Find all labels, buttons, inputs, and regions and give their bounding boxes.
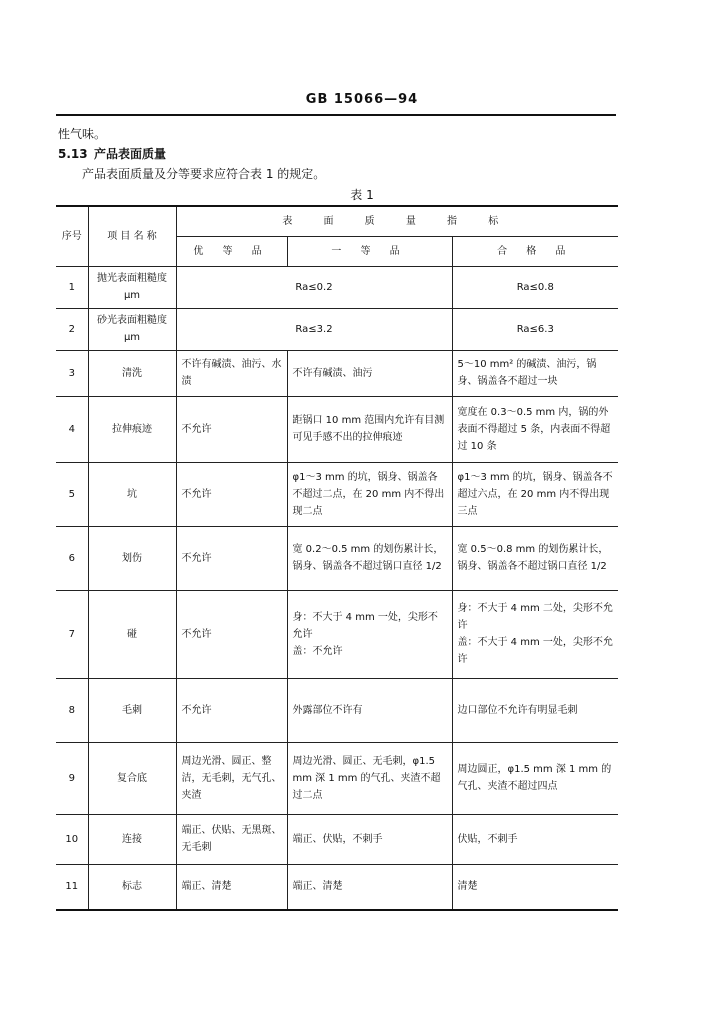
row-number: 6 bbox=[56, 526, 88, 590]
row-item bbox=[88, 266, 176, 308]
row-item-unit: μm bbox=[123, 332, 141, 343]
row-item: 坑 bbox=[88, 462, 176, 526]
table-row bbox=[56, 462, 618, 526]
row-grade-3 bbox=[452, 590, 618, 678]
table-row bbox=[56, 742, 618, 814]
header-rule bbox=[56, 114, 616, 116]
row-grade-3: 5～10 mm² 的碱渍、油污，锅身、锅盖各不超过一块 bbox=[452, 350, 618, 396]
standard-number-header: GB 15066—94 bbox=[305, 92, 419, 107]
table-row bbox=[56, 350, 618, 396]
row-grade-1: 不允许 bbox=[176, 678, 287, 742]
continuation-text: 性气味。 bbox=[58, 127, 107, 141]
row-grade-1: 端正、清楚 bbox=[176, 864, 287, 910]
table-row bbox=[56, 266, 618, 308]
row-grade-3: 清楚 bbox=[452, 864, 618, 910]
header-item: 项 目 名 称 bbox=[88, 206, 176, 266]
header-seq: 序号 bbox=[56, 206, 88, 266]
row-grade-2-line: 身：不大于 4 mm 一处，尖形不允许 bbox=[292, 611, 438, 640]
row-grade-1: 周边光滑、圆正、整洁，无毛刺，无气孔、夹渣 bbox=[176, 742, 287, 814]
header-grade-1: 优 等 品 bbox=[176, 236, 287, 266]
row-number: 11 bbox=[56, 864, 88, 910]
row-item-label: 砂光表面粗糙度 bbox=[97, 315, 167, 326]
table-row bbox=[56, 864, 618, 910]
row-grade-1: 不许有碱渍、油污、水渍 bbox=[176, 350, 287, 396]
table-row bbox=[56, 590, 618, 678]
table-row bbox=[56, 526, 618, 590]
row-grade-2: 端正、伏贴，不刺手 bbox=[287, 814, 452, 864]
table-row bbox=[56, 678, 618, 742]
row-item: 标志 bbox=[88, 864, 176, 910]
row-item: 拉伸痕迹 bbox=[88, 396, 176, 462]
row-item: 连接 bbox=[88, 814, 176, 864]
row-grade-2 bbox=[287, 590, 452, 678]
row-grade-1: 不允许 bbox=[176, 590, 287, 678]
row-item: 毛刺 bbox=[88, 678, 176, 742]
row-number: 4 bbox=[56, 396, 88, 462]
row-grade-3: 宽度在 0.3～0.5 mm 内，锅的外表面不得超过 5 条，内表面不得超过 10 条 bbox=[452, 396, 618, 462]
body-paragraph: 产品表面质量及分等要求应符合表 1 的规定。 bbox=[82, 167, 326, 181]
row-grade-merged: Ra≤3.2 bbox=[176, 308, 452, 350]
row-number: 2 bbox=[56, 308, 88, 350]
row-grade-2: 端正、清楚 bbox=[287, 864, 452, 910]
table-row bbox=[56, 814, 618, 864]
row-item bbox=[88, 308, 176, 350]
row-grade-2: 宽 0.2～0.5 mm 的划伤累计长，锅身、锅盖各不超过锅口直径 1/2 bbox=[287, 526, 452, 590]
row-grade-3: φ1～3 mm 的坑，锅身、锅盖各不超过六点，在 20 mm 内不得出现三点 bbox=[452, 462, 618, 526]
row-grade-3-line: 身：不大于 4 mm 二处，尖形不允许 bbox=[457, 603, 613, 631]
row-number: 8 bbox=[56, 678, 88, 742]
table-header-row bbox=[56, 206, 618, 236]
row-grade-1: 不允许 bbox=[176, 462, 287, 526]
row-number: 5 bbox=[56, 462, 88, 526]
row-item-label: 抛光表面粗糙度 bbox=[97, 273, 167, 284]
row-grade-3-line: 盖：不大于 4 mm 一处，尖形不允许 bbox=[457, 637, 613, 665]
section-title: 产品表面质量 bbox=[94, 147, 167, 161]
row-number: 9 bbox=[56, 742, 88, 814]
row-grade-2: φ1～3 mm 的坑，锅身、锅盖各不超过二点，在 20 mm 内不得出现二点 bbox=[287, 462, 452, 526]
row-number: 3 bbox=[56, 350, 88, 396]
row-number: 1 bbox=[56, 266, 88, 308]
row-item: 复合底 bbox=[88, 742, 176, 814]
row-item-unit: μm bbox=[123, 290, 141, 301]
header-grade-3: 合 格 品 bbox=[452, 236, 618, 266]
surface-quality-table bbox=[56, 205, 618, 911]
row-grade-3: Ra≤0.8 bbox=[452, 266, 618, 308]
row-grade-1: 不允许 bbox=[176, 396, 287, 462]
row-grade-2: 不许有碱渍、油污 bbox=[287, 350, 452, 396]
row-grade-3: 伏贴，不刺手 bbox=[452, 814, 618, 864]
table-caption: 表 1 bbox=[350, 188, 374, 202]
row-grade-2: 距锅口 10 mm 范围内允许有目测可见手感不出的拉伸痕迹 bbox=[287, 396, 452, 462]
row-grade-3: 边口部位不允许有明显毛刺 bbox=[452, 678, 618, 742]
table-row bbox=[56, 396, 618, 462]
row-grade-2-line: 盖：不允许 bbox=[292, 645, 343, 657]
section-heading bbox=[58, 145, 166, 162]
header-grade-2: 一 等 品 bbox=[287, 236, 452, 266]
row-grade-2: 周边光滑、圆正、无毛刺，φ1.5 mm 深 1 mm 的气孔、夹渣不超过二点 bbox=[287, 742, 452, 814]
row-grade-1: 端正、伏贴、无黑斑、无毛刺 bbox=[176, 814, 287, 864]
row-grade-3: 宽 0.5～0.8 mm 的划伤累计长，锅身、锅盖各不超过锅口直径 1/2 bbox=[452, 526, 618, 590]
row-number: 10 bbox=[56, 814, 88, 864]
table-row bbox=[56, 308, 618, 350]
row-item: 碰 bbox=[88, 590, 176, 678]
row-grade-3: 周边圆正，φ1.5 mm 深 1 mm 的气孔、夹渣不超过四点 bbox=[452, 742, 618, 814]
row-grade-3: Ra≤6.3 bbox=[452, 308, 618, 350]
row-item: 划伤 bbox=[88, 526, 176, 590]
row-grade-merged: Ra≤0.2 bbox=[176, 266, 452, 308]
section-number: 5.13 bbox=[58, 147, 88, 161]
header-group: 表 面 质 量 指 标 bbox=[176, 206, 618, 236]
row-item: 清洗 bbox=[88, 350, 176, 396]
row-number: 7 bbox=[56, 590, 88, 678]
row-grade-1: 不允许 bbox=[176, 526, 287, 590]
row-grade-2: 外露部位不许有 bbox=[287, 678, 452, 742]
